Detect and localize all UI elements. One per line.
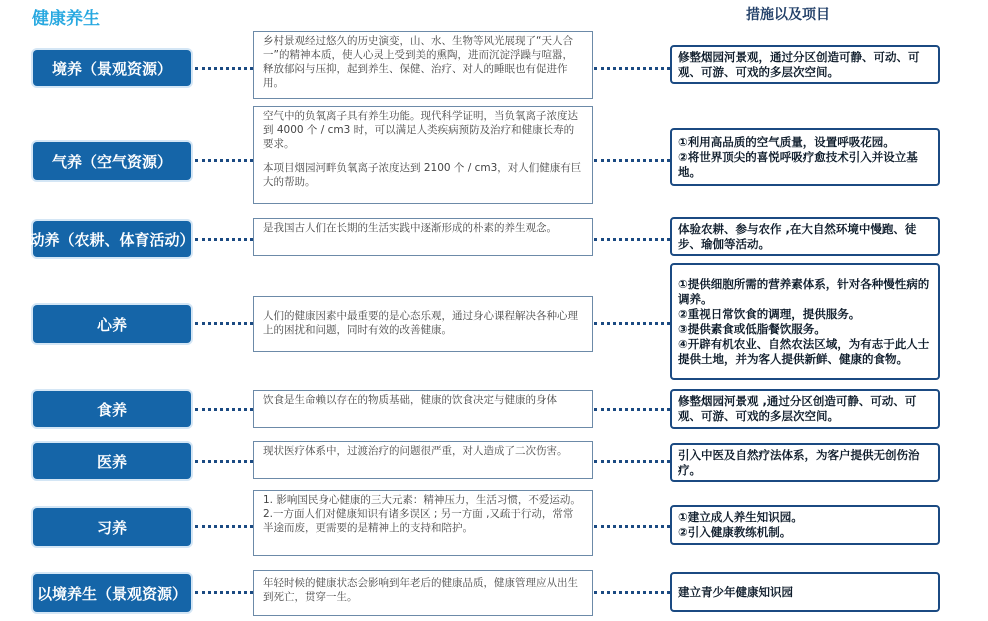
measure-item: ②重视日常饮食的调理，提供服务。 [678, 306, 861, 321]
regimen-description [253, 570, 593, 616]
measure-box [670, 572, 940, 612]
connector-left [195, 322, 253, 325]
description-paragraph: 饮食是生命赖以存在的物质基础，健康的饮食决定与健康的身体 [263, 394, 557, 406]
description-paragraph: 本项目烟园河畔负氧离子浓度达到 2100 个 / cm3，对人们健康有巨大的帮助。 [263, 162, 582, 188]
measure-item: ①利用高品质的空气质量，设置呼吸花园。 [678, 134, 895, 149]
connector-right [594, 408, 670, 411]
connector-left [195, 525, 253, 528]
regimen-label: 心养 [33, 305, 191, 343]
regimen-label: 食养 [33, 391, 191, 427]
connector-right [594, 238, 670, 241]
measure-box [670, 45, 940, 84]
description-paragraph: 乡村景观经过悠久的历史演变，山、水、生物等风光展现了“天人合一”的精神本质，使人心灵上受到美的熏陶，进而沉淀浮躁与喧嚣，释放郁闷与压抑，起到养生、保健、治疗、对人的睡眠也有促进作用。 [263, 35, 573, 89]
connector-right [594, 67, 670, 70]
description-paragraph: 现状医疗体系中，过渡治疗的问题很严重，对人造成了二次伤害。 [263, 445, 568, 457]
connector-right [594, 525, 670, 528]
regimen-label: 境养（景观资源） [33, 50, 191, 86]
measure-box [670, 128, 940, 186]
regimen-label: 习养 [33, 508, 191, 546]
measure-item: 建立青少年健康知识园 [678, 584, 793, 599]
description-paragraph: 空气中的负氧离子具有养生功能。现代科学证明，当负氧离子浓度达到 4000 个 / cm3 时，可以满足人类疾病预防及治疗和健康长寿的要求。 [263, 110, 578, 150]
connector-right [594, 591, 670, 594]
description-paragraph: 人们的健康因素中最重要的是心态乐观，通过身心课程解决各种心理上的困扰和问题，同时有效的改善健康。 [263, 310, 578, 336]
connector-left [195, 238, 253, 241]
measures-column-title: 措施以及项目 [746, 7, 830, 23]
connector-right [594, 460, 670, 463]
connector-right [594, 159, 670, 162]
regimen-description [253, 218, 593, 256]
connector-left [195, 67, 253, 70]
regimen-label: 气养（空气资源） [33, 142, 191, 180]
description-paragraph: 是我国古人们在长期的生活实践中逐渐形成的朴素的养生观念。 [263, 222, 557, 234]
measure-item: ②引入健康教练机制。 [678, 525, 792, 539]
regimen-label: 医养 [33, 443, 191, 479]
description-paragraph: 2.一方面人们对健康知识有诸多误区 ; 另一方面 ,又疏于行动，常常半途而废，更需要的是精神上的支持和陪护。 [263, 508, 574, 534]
measure-item: ③提供素食或低脂餐饮服务。 [678, 321, 826, 336]
regimen-description [253, 390, 593, 428]
measure-box [670, 389, 940, 429]
measure-box [670, 443, 940, 482]
measure-item: 修整烟园河景观 ,通过分区创造可静、可动、可观、可游、可戏的多层次空间。 [678, 394, 917, 423]
regimen-description [253, 490, 593, 556]
measure-item: 引入中医及自然疗法体系，为客户提供无创伤治疗。 [678, 447, 920, 477]
description-paragraph: 1. 影响国民身心健康的三大元素：精神压力，生活习惯，不爱运动。 [263, 494, 581, 506]
connector-left [195, 591, 253, 594]
measure-box [670, 263, 940, 380]
measure-item: 修整烟园河景观，通过分区创造可静、可动、可观、可游、可戏的多层次空间。 [678, 49, 920, 79]
measure-box [670, 505, 940, 545]
regimen-description [253, 296, 593, 352]
measure-item: ②将世界顶尖的喜悦呼吸疗愈技术引入并设立基地。 [678, 149, 918, 179]
regimen-label: 以境养生（景观资源） [33, 574, 191, 612]
measure-item: ①提供细胞所需的营养素体系，针对各种慢性病的调养。 [678, 276, 930, 306]
connector-left [195, 460, 253, 463]
regimen-description [253, 441, 593, 479]
measure-item: ①建立成人养生知识园。 [678, 510, 803, 524]
regimen-description [253, 31, 593, 99]
measure-item: 体验农耕、参与农作 ,在大自然环境中慢跑、徒步、瑜伽等活动。 [678, 221, 917, 251]
connector-left [195, 408, 253, 411]
measure-box [670, 217, 940, 256]
regimen-label: 动养（农耕、体育活动） [33, 221, 191, 257]
connector-left [195, 159, 253, 162]
section-title: 健康养生 [32, 9, 100, 29]
connector-right [594, 322, 670, 325]
measure-item: ④开辟有机农业、自然农法区域，为有志于此人士提供土地，并为客人提供新鲜、健康的食物。 [678, 336, 930, 366]
description-paragraph: 年轻时候的健康状态会影响到年老后的健康品质，健康管理应从出生到死亡，贯穿一生。 [263, 577, 578, 603]
regimen-description [253, 106, 593, 204]
